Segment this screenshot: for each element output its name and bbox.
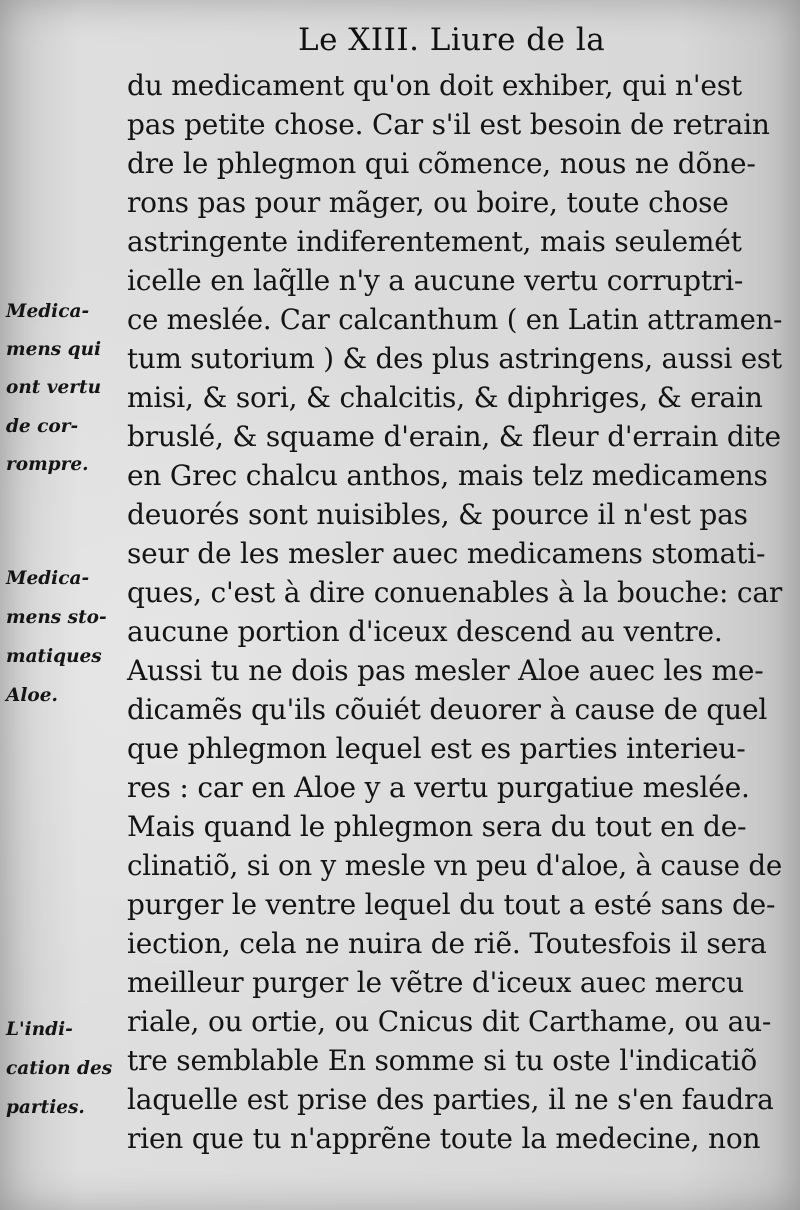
text-line: res : car en Aloe y a vertu purgatiue meslée. [127,771,750,804]
margin-note-line: mens qui [6,339,102,360]
text-line: tum sutorium ) & des plus astringens, aussi est [127,342,782,375]
text-line: ques, c'est à dire conuenables à la bouche: car [127,576,783,609]
text-line: que phlegmon lequel est es parties interieu- [127,732,746,765]
text-line: seur de les mesler auec medicamens stomati- [127,537,766,570]
text-line: ce meslée. Car calcanthum ( en Latin attramen- [127,303,783,336]
text-line: en Grec chalcu anthos, mais telz medicamens [127,459,768,492]
margin-note-line: Medica- [6,568,90,589]
margin-note-line: parties. [6,1097,85,1118]
margin-note-line: Medica- [6,301,90,322]
text-line: misi, & sori, & chalcitis, & diphriges, & erain [127,381,763,414]
margin-note-line: de cor- [6,416,79,437]
text-line: rons pas pour mãger, ou boire, toute chose [127,186,729,219]
text-line: dicamẽs qu'ils cõuiét deuorer à cause de quel [127,693,768,726]
running-header: Le XIII. Liure de la [298,22,606,58]
text-line: deuorés sont nuisibles, & pource il n'est pas [127,498,748,531]
margin-note-line: Aloe. [6,685,58,706]
text-line: laquelle est prise des parties, il ne s'en faudra [127,1083,774,1116]
margin-note-line: cation des [6,1058,113,1079]
text-line: bruslé, & squame d'erain, & fleur d'errain dite [127,420,781,453]
margin-note-line: rompre. [6,454,89,475]
text-line: riale, ou ortie, ou Cnicus dit Carthame, ou au- [127,1005,772,1038]
margin-note-line: ont vertu [6,377,102,398]
text-line: Aussi tu ne dois pas mesler Aloe auec les me- [127,654,764,687]
text-line: dre le phlegmon qui cõmence, nous ne dõne- [127,147,756,180]
text-line: Mais quand le phlegmon sera du tout en de- [127,810,747,843]
text-line: pas petite chose. Car s'il est besoin de retrain [127,108,770,141]
text-line: icelle en laq̃lle n'y a aucune vertu corruptri- [127,264,744,297]
text-line: clinatiõ, si on y mesle vn peu d'aloe, à cause de [127,849,783,882]
main-text-block [127,66,787,1158]
text-line: meilleur purger le vẽtre d'iceux auec mercu [127,966,744,999]
margin-note-line: matiques [6,646,102,667]
text-line: tre semblable En somme si tu oste l'indicatiõ [127,1044,758,1077]
margin-note-line: L'indi- [6,1019,73,1040]
text-line: astringente indiferentement, mais seulemét [127,225,742,258]
text-line: purger le ventre lequel du tout a esté sans de- [127,888,776,921]
text-line: du medicament qu'on doit exhiber, qui n'est [127,69,742,102]
text-line: aucune portion d'iceux descend au ventre. [127,615,723,648]
text-line: rien que tu n'apprẽne toute la medecine, non [127,1122,761,1155]
text-line: iection, cela ne nuira de riẽ. Toutesfois il sera [127,927,767,960]
margin-note-line: mens sto- [6,607,107,628]
